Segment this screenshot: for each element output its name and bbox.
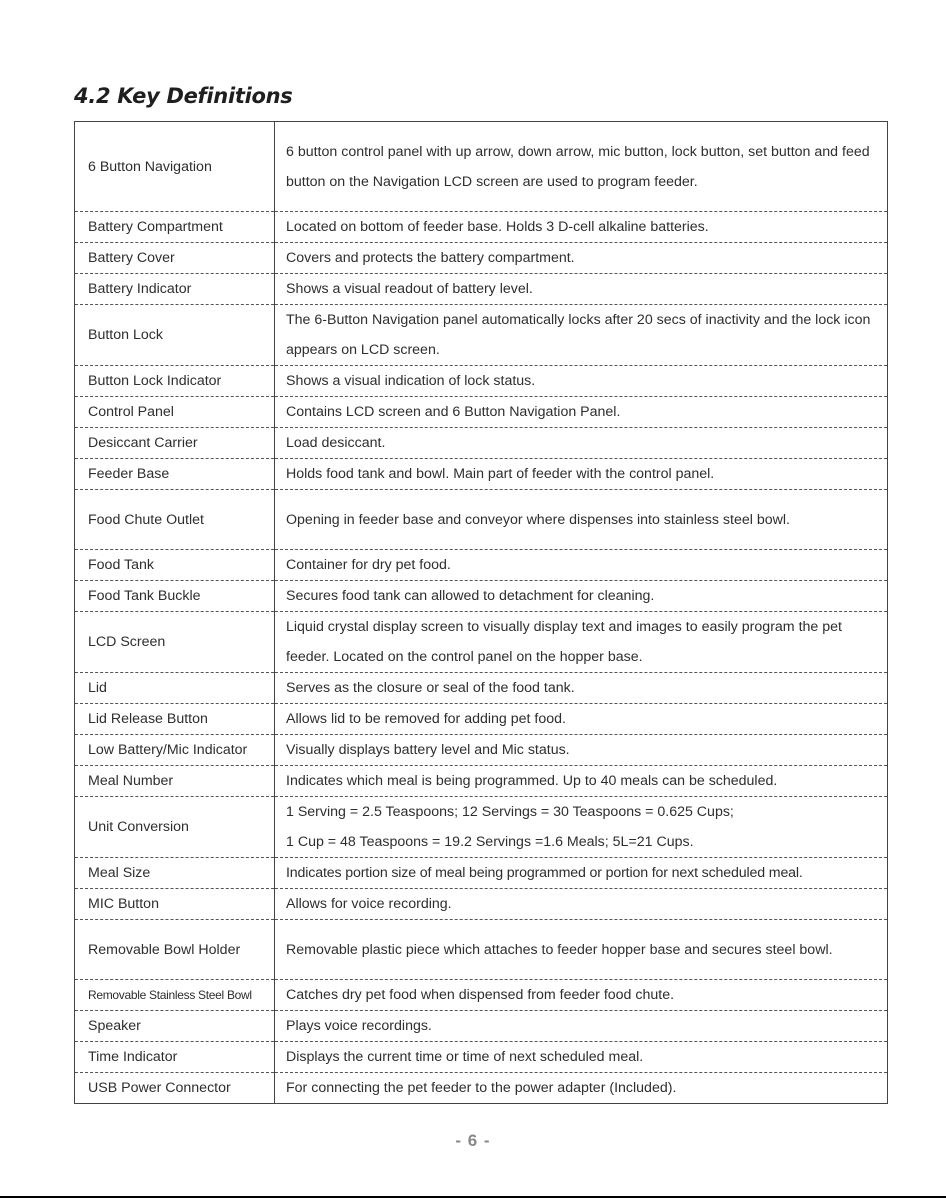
term-cell: Removable Stainless Steel Bowl	[75, 980, 275, 1011]
term-cell: Desiccant Carrier	[75, 428, 275, 459]
term-cell: 6 Button Navigation	[75, 122, 275, 212]
term-cell: Speaker	[75, 1011, 275, 1042]
definition-cell: Contains LCD screen and 6 Button Navigation Panel.	[275, 397, 888, 428]
definition-cell: Secures food tank can allowed to detachment for cleaning.	[275, 581, 888, 612]
term-cell: Food Tank	[75, 550, 275, 581]
table-row	[75, 980, 888, 1011]
table-row	[75, 122, 888, 212]
key-definitions-table	[74, 121, 888, 1104]
definition-cell: Indicates which meal is being programmed. Up to 40 meals can be scheduled.	[275, 766, 888, 797]
term-cell: Removable Bowl Holder	[75, 920, 275, 980]
unit-conversion-line-2: 1 Cup = 48 Teaspoons = 19.2 Servings =1.6 Meals; 5L=21 Cups.	[286, 834, 694, 850]
term-cell: Battery Cover	[75, 243, 275, 274]
table-row	[75, 243, 888, 274]
table-row	[75, 459, 888, 490]
definition-cell: Load desiccant.	[275, 428, 888, 459]
definition-cell: Liquid crystal display screen to visually display text and images to easily program the pet feeder. Located on the control panel on the hopper base.	[275, 612, 888, 673]
definition-cell: Container for dry pet food.	[275, 550, 888, 581]
term-cell: Food Chute Outlet	[75, 490, 275, 550]
term-cell: Battery Indicator	[75, 274, 275, 305]
table-row	[75, 212, 888, 243]
table-row	[75, 797, 888, 858]
term-cell: MIC Button	[75, 889, 275, 920]
table-row	[75, 305, 888, 366]
table-row	[75, 673, 888, 704]
table-row	[75, 1073, 888, 1104]
table-row	[75, 490, 888, 550]
table-row	[75, 1042, 888, 1073]
term-cell: Lid Release Button	[75, 704, 275, 735]
term-cell: Button Lock Indicator	[75, 366, 275, 397]
definition-cell: Shows a visual readout of battery level.	[275, 274, 888, 305]
term-cell: Meal Size	[75, 858, 275, 889]
table-row	[75, 889, 888, 920]
definition-cell: Removable plastic piece which attaches to feeder hopper base and secures steel bowl.	[275, 920, 888, 980]
term-cell: Control Panel	[75, 397, 275, 428]
term-cell: Lid	[75, 673, 275, 704]
definition-cell: 6 button control panel with up arrow, down arrow, mic button, lock button, set button and feed button on the Navigation LCD screen are used to program feeder.	[275, 122, 888, 212]
definition-cell: Indicates portion size of meal being programmed or portion for next scheduled meal.	[275, 858, 888, 889]
term-cell: Food Tank Buckle	[75, 581, 275, 612]
term-cell: Low Battery/Mic Indicator	[75, 735, 275, 766]
table-row	[75, 274, 888, 305]
unit-conversion-line-1: 1 Serving = 2.5 Teaspoons; 12 Servings = 30 Teaspoons = 0.625 Cups;	[286, 804, 734, 820]
definition-cell: Shows a visual indication of lock status.	[275, 366, 888, 397]
table-row	[75, 581, 888, 612]
table-row	[75, 550, 888, 581]
table-row	[75, 428, 888, 459]
definition-cell: Catches dry pet food when dispensed from feeder food chute.	[275, 980, 888, 1011]
definition-cell: Displays the current time or time of next scheduled meal.	[275, 1042, 888, 1073]
table-row	[75, 397, 888, 428]
definition-cell: The 6-Button Navigation panel automatically locks after 20 secs of inactivity and the lock icon appears on LCD screen.	[275, 305, 888, 366]
table-row	[75, 858, 888, 889]
definition-cell: Holds food tank and bowl. Main part of feeder with the control panel.	[275, 459, 888, 490]
table-row	[75, 735, 888, 766]
table-row	[75, 920, 888, 980]
definition-cell: Opening in feeder base and conveyor where dispenses into stainless steel bowl.	[275, 490, 888, 550]
page-number: - 6 -	[455, 1131, 491, 1150]
definition-cell	[275, 797, 888, 858]
definition-cell: Visually displays battery level and Mic status.	[275, 735, 888, 766]
term-cell: Battery Compartment	[75, 212, 275, 243]
term-cell: Meal Number	[75, 766, 275, 797]
term-cell: Unit Conversion	[75, 797, 275, 858]
term-cell: Button Lock	[75, 305, 275, 366]
table-row	[75, 1011, 888, 1042]
table-row	[75, 766, 888, 797]
term-cell: LCD Screen	[75, 612, 275, 673]
section-title: 4.2 Key Definitions	[74, 84, 293, 108]
term-cell: Feeder Base	[75, 459, 275, 490]
table-row	[75, 612, 888, 673]
definition-cell: For connecting the pet feeder to the power adapter (Included).	[286, 1080, 677, 1096]
table-row	[75, 704, 888, 735]
term-cell: USB Power Connector	[75, 1073, 275, 1104]
definition-cell: Allows lid to be removed for adding pet food.	[275, 704, 888, 735]
definition-cell: Covers and protects the battery compartment.	[275, 243, 888, 274]
definition-cell: Allows for voice recording.	[275, 889, 888, 920]
table-row	[75, 366, 888, 397]
definition-cell: Plays voice recordings.	[275, 1011, 888, 1042]
term-cell: Time Indicator	[75, 1042, 275, 1073]
definition-cell: Serves as the closure or seal of the food tank.	[275, 673, 888, 704]
definition-cell: Located on bottom of feeder base. Holds 3 D-cell alkaline batteries.	[275, 212, 888, 243]
